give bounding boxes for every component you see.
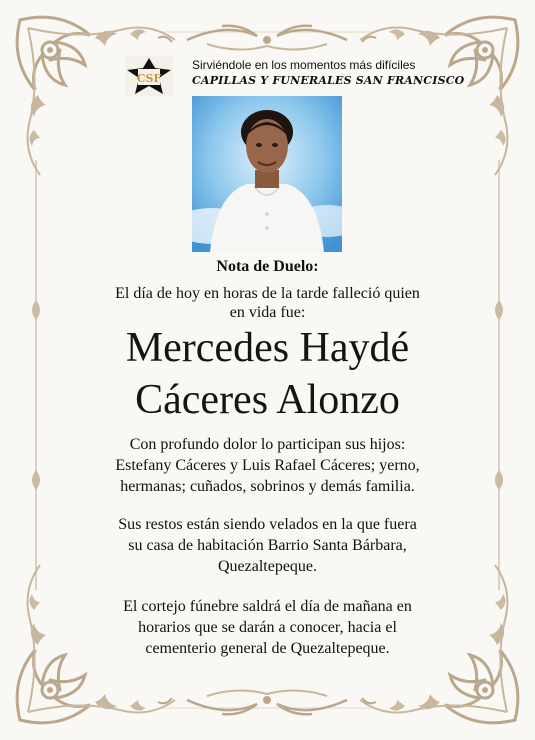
name-line: Mercedes Haydé [125, 325, 410, 371]
paragraph-line: Estefany Cáceres y Luis Rafael Cáceres; yerno, [115, 457, 420, 474]
tagline: Sirviéndole en los momentos más difíciles [192, 58, 416, 72]
company-name: CAPILLAS Y FUNERALES SAN FRANCISCO [192, 74, 465, 87]
deceased-portrait [192, 96, 342, 252]
funeral-home-logo [125, 56, 173, 96]
deceased-name [60, 322, 475, 426]
family-paragraph [60, 434, 475, 497]
wake-paragraph [60, 514, 475, 577]
funeral-paragraph [60, 596, 475, 659]
paragraph-line: hermanas; cuñados, sobrinos y demás familia. [120, 478, 415, 495]
paragraph-line: Sus restos están siendo velados en la que fuera [118, 516, 417, 533]
paragraph-line: El cortejo fúnebre saldrá el día de mañana en [123, 598, 412, 615]
name-line: Cáceres Alonzo [135, 377, 400, 423]
notice-heading: Nota de Duelo: [216, 258, 319, 275]
paragraph-line: Quezaltepeque. [217, 558, 318, 575]
paragraph-line: horarios que se darán a conocer, hacia el [138, 619, 397, 636]
intro-line: en vida fue: [229, 304, 306, 321]
paragraph-line: su casa de habitación Barrio Santa Bárbara, [128, 537, 407, 554]
notice-intro [60, 284, 475, 322]
paragraph-line: cementerio general de Quezaltepeque. [145, 640, 390, 657]
paragraph-line: Con profundo dolor lo participan sus hijos: [129, 436, 406, 453]
logo-letters: CSF [136, 72, 162, 85]
intro-line: El día de hoy en horas de la tarde falleció quien [115, 285, 420, 302]
